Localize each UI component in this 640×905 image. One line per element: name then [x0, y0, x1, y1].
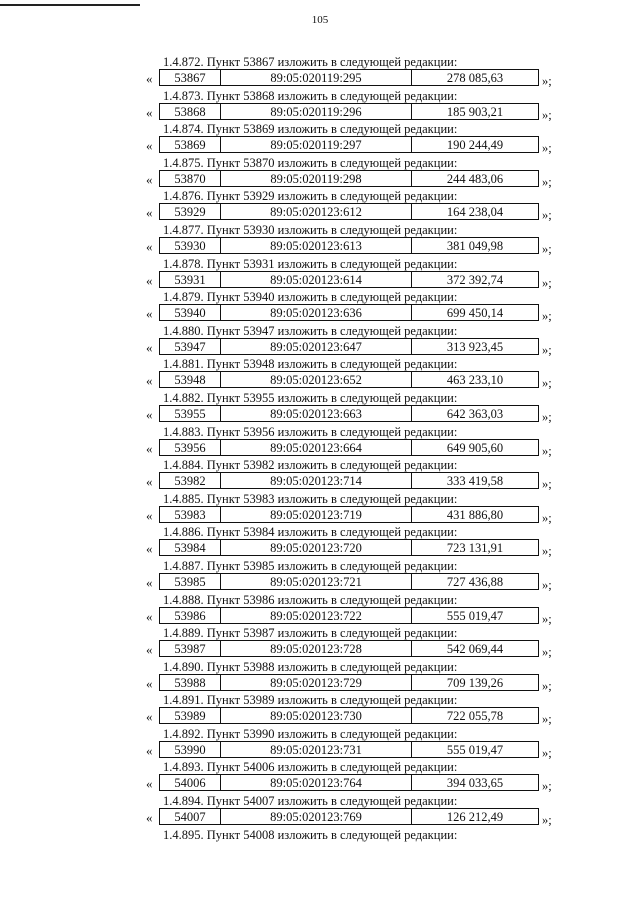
- amendment-heading: 1.4.891. Пункт 53989 изложить в следующей редакции:: [163, 693, 458, 708]
- item-number-cell: 53868: [160, 104, 221, 119]
- item-number-cell: 53870: [160, 171, 221, 186]
- item-number-cell: 53982: [160, 473, 221, 488]
- item-number-cell: 53988: [160, 675, 221, 690]
- opening-quote: «: [146, 238, 153, 254]
- closing-quote: »;: [542, 409, 552, 424]
- opening-quote: «: [146, 776, 153, 792]
- item-number-cell: 53930: [160, 238, 221, 253]
- amendment-entry: [0, 559, 640, 593]
- closing-quote: »;: [542, 107, 552, 122]
- amendment-row: [0, 741, 640, 760]
- amendment-heading: 1.4.886. Пункт 53984 изложить в следующей редакции:: [163, 525, 458, 540]
- amendment-entry: [0, 257, 640, 291]
- cadastral-number-cell: 89:05:020123:647: [221, 339, 412, 354]
- closing-quote: »;: [542, 275, 552, 290]
- item-number-cell: 54007: [160, 809, 221, 824]
- amendment-entry: [0, 324, 640, 358]
- table-row: [159, 405, 539, 422]
- amendment-row: [0, 405, 640, 424]
- closing-quote: »;: [542, 678, 552, 693]
- closing-quote: »;: [542, 611, 552, 626]
- amendment-row: [0, 774, 640, 793]
- value-cell: 555 019,47: [446, 742, 504, 757]
- cadastral-number-cell: 89:05:020123:663: [221, 406, 412, 421]
- table-row: [159, 439, 539, 456]
- amendment-entry: [0, 492, 640, 526]
- amendment-entry: [0, 89, 640, 123]
- amendment-entry: [0, 794, 640, 828]
- opening-quote: «: [146, 810, 153, 826]
- amendment-row: [0, 338, 640, 357]
- opening-quote: «: [146, 339, 153, 355]
- closing-quote: »;: [542, 141, 552, 156]
- amendment-row: [0, 304, 640, 323]
- closing-quote: »;: [542, 477, 552, 492]
- amendment-heading: 1.4.890. Пункт 53988 изложить в следующей редакции:: [163, 659, 458, 674]
- item-number-cell: 53983: [160, 507, 221, 522]
- opening-quote: «: [146, 104, 153, 120]
- table-row: [159, 539, 539, 556]
- cadastral-number-cell: 89:05:020123:719: [221, 507, 412, 522]
- closing-quote: »;: [542, 813, 552, 828]
- amendment-row: [0, 808, 640, 827]
- amendment-heading: 1.4.893. Пункт 54006 изложить в следующей редакции:: [163, 760, 458, 775]
- item-number-cell: 53985: [160, 574, 221, 589]
- amendment-row: [0, 707, 640, 726]
- cadastral-number-cell: 89:05:020123:664: [221, 440, 412, 455]
- opening-quote: «: [146, 71, 153, 86]
- table-row: [159, 506, 539, 523]
- amendment-heading: 1.4.878. Пункт 53931 изложить в следующей редакции:: [163, 256, 458, 271]
- amendment-entry: [0, 425, 640, 459]
- value-cell: 431 886,80: [446, 507, 504, 522]
- opening-quote: «: [146, 272, 153, 288]
- amendment-heading: 1.4.882. Пункт 53955 изложить в следующей редакции:: [163, 390, 458, 405]
- cadastral-number-cell: 89:05:020123:614: [221, 272, 412, 287]
- amendment-entry: [0, 727, 640, 761]
- value-cell: 190 244,49: [446, 138, 504, 153]
- item-number-cell: 53940: [160, 305, 221, 320]
- amendment-heading: 1.4.889. Пункт 53987 изложить в следующей редакции:: [163, 626, 458, 641]
- table-row: [159, 136, 539, 153]
- closing-quote: »;: [542, 577, 552, 592]
- value-cell: 699 450,14: [446, 306, 504, 321]
- closing-quote: »;: [542, 510, 552, 525]
- amendment-row: [0, 640, 640, 659]
- amendment-heading: 1.4.888. Пункт 53986 изложить в следующей редакции:: [163, 592, 458, 607]
- amendment-entry: [0, 189, 640, 223]
- page-number: 105: [311, 14, 329, 26]
- item-number-cell: 54006: [160, 775, 221, 790]
- amendment-heading: 1.4.892. Пункт 53990 изложить в следующей редакции:: [163, 726, 458, 741]
- closing-quote: »;: [542, 74, 552, 88]
- table-row: [159, 203, 539, 220]
- value-cell: 555 019,47: [446, 608, 504, 623]
- closing-quote: »;: [542, 309, 552, 324]
- value-cell: 333 419,58: [446, 474, 504, 489]
- cadastral-number-cell: 89:05:020123:730: [221, 708, 412, 723]
- amendment-heading: 1.4.876. Пункт 53929 изложить в следующей редакции:: [163, 189, 458, 204]
- item-number-cell: 53929: [160, 204, 221, 219]
- closing-quote: »;: [542, 208, 552, 223]
- item-number-cell: 53956: [160, 440, 221, 455]
- amendment-entry: [0, 693, 640, 727]
- value-cell: 313 923,45: [446, 339, 504, 354]
- table-row: [159, 674, 539, 691]
- value-cell: 372 392,74: [446, 272, 504, 287]
- cadastral-number-cell: 89:05:020123:652: [221, 372, 412, 387]
- opening-quote: «: [146, 306, 153, 322]
- opening-quote: «: [146, 675, 153, 691]
- opening-quote: «: [146, 507, 153, 523]
- item-number-cell: 53931: [160, 272, 221, 287]
- amendment-heading: 1.4.872. Пункт 53867 изложить в следующей редакции:: [163, 55, 458, 69]
- amendment-entry: [0, 223, 640, 257]
- table-row: [159, 170, 539, 187]
- amendment-row: [0, 237, 640, 256]
- amendment-heading: 1.4.883. Пункт 53956 изложить в следующей редакции:: [163, 424, 458, 439]
- opening-quote: «: [146, 171, 153, 187]
- value-cell: 126 212,49: [446, 810, 504, 825]
- value-cell: 642 363,03: [446, 406, 504, 421]
- opening-quote: «: [146, 608, 153, 624]
- amendment-heading: 1.4.875. Пункт 53870 изложить в следующей редакции:: [163, 155, 458, 170]
- value-cell: 185 903,21: [446, 104, 504, 119]
- table-row: [159, 640, 539, 657]
- item-number-cell: 53867: [160, 70, 221, 85]
- amendment-entry: [0, 357, 640, 391]
- item-number-cell: 53947: [160, 339, 221, 354]
- opening-quote: «: [146, 440, 153, 456]
- entries-list: [0, 55, 640, 861]
- table-row: [159, 808, 539, 825]
- value-cell: 381 049,98: [446, 238, 504, 253]
- value-cell: 278 085,63: [446, 71, 504, 85]
- amendment-heading: 1.4.881. Пункт 53948 изложить в следующей редакции:: [163, 357, 458, 372]
- value-cell: 394 033,65: [446, 776, 504, 791]
- cadastral-number-cell: 89:05:020119:298: [221, 171, 412, 186]
- amendment-row: [0, 439, 640, 458]
- item-number-cell: 53989: [160, 708, 221, 723]
- amendment-row: [0, 539, 640, 558]
- amendment-row: [0, 607, 640, 626]
- opening-quote: «: [146, 373, 153, 389]
- item-number-cell: 53955: [160, 406, 221, 421]
- amendment-heading: 1.4.887. Пункт 53985 изложить в следующей редакции:: [163, 558, 458, 573]
- cadastral-number-cell: 89:05:020123:764: [221, 775, 412, 790]
- table-row: [159, 573, 539, 590]
- cadastral-number-cell: 89:05:020123:728: [221, 641, 412, 656]
- cadastral-number-cell: 89:05:020123:721: [221, 574, 412, 589]
- value-cell: 727 436,88: [446, 574, 504, 589]
- item-number-cell: 53984: [160, 540, 221, 555]
- cadastral-number-cell: 89:05:020123:636: [221, 305, 412, 320]
- value-cell: 542 069,44: [446, 642, 504, 657]
- opening-quote: «: [146, 541, 153, 557]
- amendment-heading: 1.4.874. Пункт 53869 изложить в следующей редакции:: [163, 122, 458, 137]
- amendment-entry: [0, 626, 640, 660]
- value-cell: 722 055,78: [446, 709, 504, 724]
- table-row: [159, 237, 539, 254]
- amendment-entry: [0, 828, 640, 862]
- amendment-entry: [0, 660, 640, 694]
- opening-quote: «: [146, 574, 153, 590]
- value-cell: 709 139,26: [446, 675, 504, 690]
- amendment-entry: [0, 593, 640, 627]
- amendment-row: [0, 103, 640, 122]
- opening-quote: «: [146, 709, 153, 725]
- cadastral-number-cell: 89:05:020123:613: [221, 238, 412, 253]
- amendment-row: [0, 371, 640, 390]
- item-number-cell: 53987: [160, 641, 221, 656]
- cadastral-number-cell: 89:05:020123:720: [221, 540, 412, 555]
- closing-quote: »;: [542, 443, 552, 458]
- value-cell: 463 233,10: [446, 373, 504, 388]
- value-cell: 244 483,06: [446, 171, 504, 186]
- cadastral-number-cell: 89:05:020123:731: [221, 742, 412, 757]
- amendment-entry: [0, 55, 640, 89]
- table-row: [159, 707, 539, 724]
- amendment-row: [0, 472, 640, 491]
- closing-quote: »;: [542, 241, 552, 256]
- item-number-cell: 53990: [160, 742, 221, 757]
- closing-quote: »;: [542, 376, 552, 391]
- item-number-cell: 53869: [160, 137, 221, 152]
- amendment-row: [0, 136, 640, 155]
- amendment-heading: 1.4.884. Пункт 53982 изложить в следующей редакции:: [163, 458, 458, 473]
- cadastral-number-cell: 89:05:020123:722: [221, 608, 412, 623]
- closing-quote: »;: [542, 544, 552, 559]
- amendment-row: [0, 674, 640, 693]
- cadastral-number-cell: 89:05:020119:296: [221, 104, 412, 119]
- opening-quote: «: [146, 642, 153, 658]
- amendment-entry: [0, 525, 640, 559]
- table-row: [159, 338, 539, 355]
- cadastral-number-cell: 89:05:020119:295: [221, 70, 412, 85]
- amendment-heading: 1.4.880. Пункт 53947 изложить в следующей редакции:: [163, 323, 458, 338]
- opening-quote: «: [146, 742, 153, 758]
- table-row: [159, 69, 539, 86]
- opening-quote: «: [146, 406, 153, 422]
- closing-quote: »;: [542, 745, 552, 760]
- opening-quote: «: [146, 138, 153, 154]
- table-row: [159, 472, 539, 489]
- amendment-heading: 1.4.895. Пункт 54008 изложить в следующей редакции:: [163, 827, 458, 842]
- amendment-row: [0, 506, 640, 525]
- amendment-heading: 1.4.879. Пункт 53940 изложить в следующей редакции:: [163, 290, 458, 305]
- closing-quote: »;: [542, 342, 552, 357]
- closing-quote: »;: [542, 779, 552, 794]
- cadastral-number-cell: 89:05:020123:769: [221, 809, 412, 824]
- table-row: [159, 271, 539, 288]
- cadastral-number-cell: 89:05:020123:612: [221, 204, 412, 219]
- table-row: [159, 741, 539, 758]
- closing-quote: »;: [542, 174, 552, 189]
- amendment-entry: [0, 458, 640, 492]
- opening-quote: «: [146, 474, 153, 490]
- table-row: [159, 607, 539, 624]
- amendment-heading: 1.4.877. Пункт 53930 изложить в следующей редакции:: [163, 222, 458, 237]
- table-row: [159, 304, 539, 321]
- amendment-heading: 1.4.885. Пункт 53983 изложить в следующей редакции:: [163, 491, 458, 506]
- opening-quote: «: [146, 205, 153, 221]
- closing-quote: »;: [542, 712, 552, 727]
- value-cell: 723 131,91: [446, 541, 504, 556]
- amendment-entry: [0, 156, 640, 190]
- cadastral-number-cell: 89:05:020123:714: [221, 473, 412, 488]
- value-cell: 164 238,04: [446, 205, 504, 220]
- value-cell: 649 905,60: [446, 440, 504, 455]
- table-row: [159, 103, 539, 120]
- table-row: [159, 371, 539, 388]
- closing-quote: »;: [542, 645, 552, 660]
- amendment-row: [0, 271, 640, 290]
- amendment-entry: [0, 391, 640, 425]
- amendment-heading: 1.4.873. Пункт 53868 изложить в следующей редакции:: [163, 88, 458, 103]
- amendment-entry: [0, 760, 640, 794]
- cadastral-number-cell: 89:05:020123:729: [221, 675, 412, 690]
- amendment-entry: [0, 290, 640, 324]
- amendment-row: [0, 69, 640, 88]
- amendment-entry: [0, 122, 640, 156]
- table-row: [159, 774, 539, 791]
- item-number-cell: 53986: [160, 608, 221, 623]
- amendment-row: [0, 170, 640, 189]
- amendment-heading: 1.4.894. Пункт 54007 изложить в следующей редакции:: [163, 794, 458, 809]
- cadastral-number-cell: 89:05:020119:297: [221, 137, 412, 152]
- top-rule: [0, 4, 140, 6]
- amendment-row: [0, 203, 640, 222]
- amendment-row: [0, 573, 640, 592]
- item-number-cell: 53948: [160, 372, 221, 387]
